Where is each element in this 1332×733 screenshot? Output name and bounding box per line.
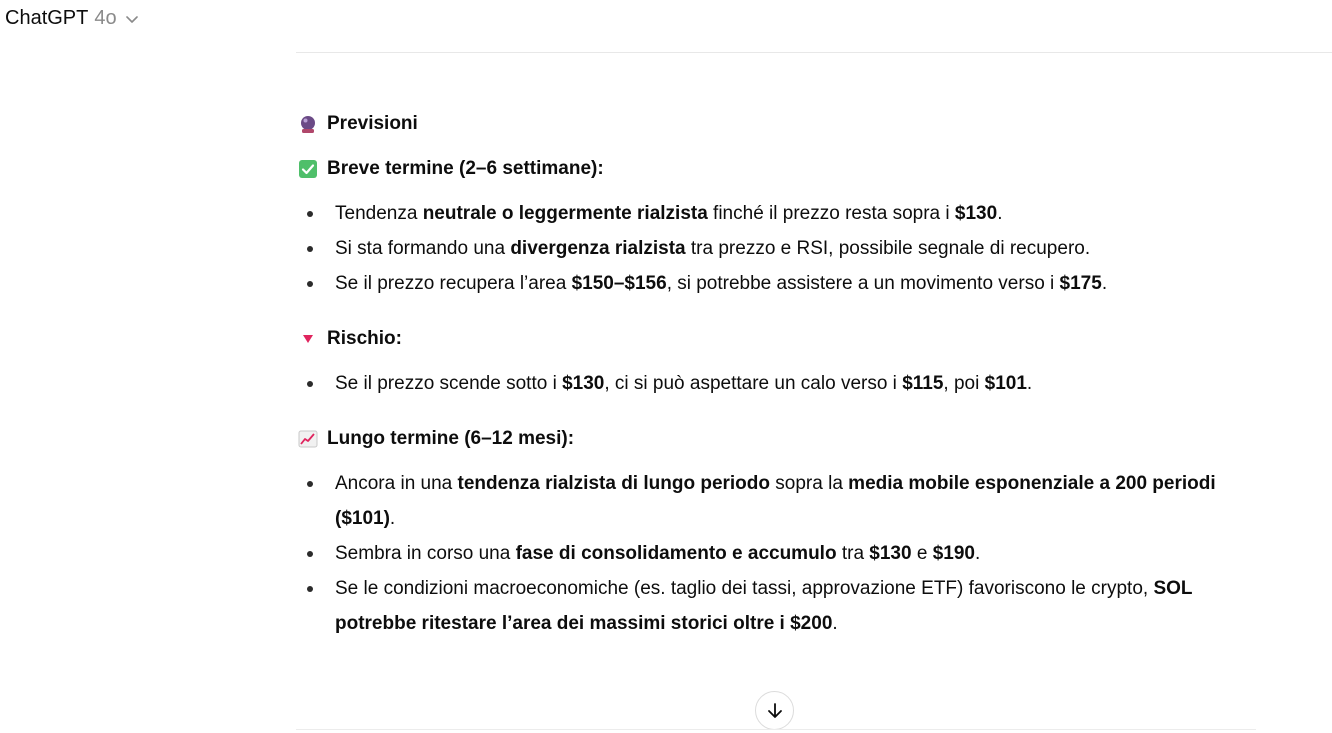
list-item — [298, 266, 1258, 301]
top-bar — [0, 0, 1332, 52]
text-run: Ancora in una — [335, 473, 458, 494]
text-run: . — [997, 203, 1003, 224]
text-run: . — [1101, 273, 1108, 294]
risk-list — [298, 366, 1258, 401]
text-run: , si potrebbe assistere a un movimento verso i — [666, 273, 1060, 294]
model-name: 4o — [94, 7, 117, 29]
bold-text: fase di consolidamento e accumulo — [515, 543, 837, 564]
bold-text: $101 — [984, 373, 1027, 394]
text-run: Sembra in corso una — [335, 543, 516, 564]
text-run: , ci si può aspettare un calo verso i — [604, 373, 903, 394]
bold-text: $175 — [1059, 273, 1102, 294]
arrow-down-icon — [765, 701, 785, 721]
red-down-triangle-icon — [298, 329, 318, 349]
bold-text: $190 — [932, 543, 975, 564]
list-item — [298, 196, 1258, 231]
bold-text: SOL potrebbe ritestare l’area dei massimi storici oltre i $200 — [335, 578, 1193, 634]
heading-text: Rischio: — [327, 328, 402, 349]
bold-text: tendenza rialzista di lungo periodo — [457, 473, 771, 494]
bold-text: media mobile esponenziale a 200 periodi ($101) — [335, 473, 1216, 529]
bold-text: $150–$156 — [571, 273, 667, 294]
list-item — [298, 536, 1258, 571]
section-title — [298, 106, 1258, 141]
text-run: e — [911, 543, 933, 564]
long-term-list — [298, 466, 1258, 641]
bold-text: $130 — [869, 543, 912, 564]
text-run: Se le condizioni macroeconomiche (es. taglio dei tassi, approvazione ETF) favoriscono le crypto, — [335, 578, 1154, 599]
composer-divider — [296, 729, 1256, 730]
short-term-heading — [298, 151, 1258, 186]
chart-increasing-icon — [298, 429, 318, 449]
heading-text: Lungo termine (6–12 mesi): — [327, 428, 575, 449]
text-run: . — [389, 508, 396, 529]
bold-text: $130 — [562, 373, 605, 394]
scroll-to-bottom-button[interactable] — [755, 691, 794, 730]
model-switcher[interactable] — [5, 7, 139, 30]
text-run: . — [974, 543, 981, 564]
text-run: Si sta formando una — [335, 238, 511, 259]
check-mark-button-icon — [298, 159, 318, 179]
text-run: Se il prezzo recupera l’area — [335, 273, 572, 294]
text-run: , poi — [943, 373, 985, 394]
risk-heading — [298, 321, 1258, 356]
bold-text: $130 — [954, 203, 998, 224]
text-run: tra — [836, 543, 870, 564]
list-item — [298, 571, 1258, 641]
short-term-list — [298, 196, 1258, 301]
text-run: sopra la — [770, 473, 849, 494]
chevron-down-icon — [125, 12, 139, 26]
header-divider — [296, 52, 1332, 53]
bold-text: neutrale o leggermente rialzista — [422, 203, 708, 224]
list-item — [298, 366, 1258, 401]
assistant-message — [298, 106, 1258, 641]
list-item — [298, 466, 1258, 536]
text-run: . — [1026, 373, 1033, 394]
crystal-ball-icon — [298, 114, 318, 134]
text-run: Se il prezzo scende sotto i — [335, 373, 563, 394]
bold-text: $115 — [902, 373, 944, 394]
heading-text: Breve termine (2–6 settimane): — [327, 158, 604, 179]
text-run: Tendenza — [335, 203, 423, 224]
list-item — [298, 231, 1258, 266]
app-name: ChatGPT — [5, 7, 89, 29]
text-run: finché il prezzo resta sopra i — [707, 203, 955, 224]
text-run: tra prezzo e RSI, possibile segnale di recupero. — [685, 238, 1091, 259]
text-run: . — [832, 613, 838, 634]
long-term-heading — [298, 421, 1258, 456]
title-text: Previsioni — [327, 113, 418, 134]
bold-text: divergenza rialzista — [510, 238, 686, 259]
